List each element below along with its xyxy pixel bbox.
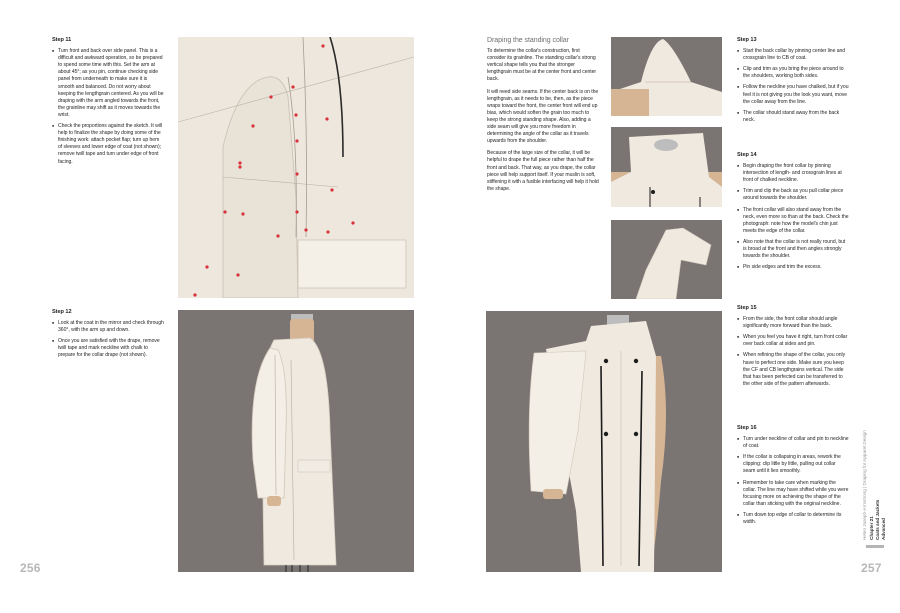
chapter-title: Coats and Jackets	[875, 499, 880, 540]
photo-side-view-coat	[178, 310, 414, 572]
book-title: Helen Joseph-Armstrong | Draping for Apparel Design	[862, 430, 867, 540]
step-11-text	[52, 37, 164, 170]
step-15-bullet: ■ From the side, the front collar should angle significantly more forward than the back.	[737, 316, 849, 330]
step-15-text	[737, 305, 849, 392]
step-14-text	[737, 152, 849, 275]
collar-section-text	[487, 37, 599, 198]
step-12-bullet: ■ Once you are satisfied with the drape, remove twill tape and mark neckline with chalk to prepare for the collar drape (not shown).	[52, 338, 164, 359]
side-panel-closeup-image	[178, 37, 414, 298]
running-head-chapter	[869, 516, 874, 540]
paragraph: It will need side seams. If the center back is on the lengthgrain, as it needs to be, then, as the piece wraps toward the front, the center front will end up bias, which would soften the grain too much to keep the strong standing shape. Also, adding a side seam will give you more freedom in determining the angle of the collar as it travels upwards from the shoulder.	[487, 88, 599, 145]
chapter-label: Chapter 21	[869, 516, 874, 540]
step-13-bullet: ■ Follow the neckline you have chalked, but if you feel it is not giving you the look you want, move the collar away from the line.	[737, 84, 849, 105]
step-14-bullet: ■ The front collar will also stand away from the neck, even more so than at the back. Check the photograph: note how the model's chin just meets the edge of the collar.	[737, 207, 849, 235]
running-head-section	[881, 518, 886, 540]
running-head-bar	[866, 545, 884, 548]
step-14-bullet: ■ Also note that the collar is not really round, but is broad at the front and then angles strongly towards the shoulder.	[737, 239, 849, 260]
photo-front-view-collar	[486, 311, 722, 572]
step-16-bullet: ■ Remember to take care when marking the collar. The line may have shifted while you were focusing more on achieving the shape of the collar than sticking with the original neckline.	[737, 480, 849, 508]
step-11-bullet: ■ Turn front and back over side panel. This is a difficult and awkward operation, so be prepared to spend some time with this. Set the arm at about 45°; as you pin, continue checking side panel from underneath to make sure it is smooth and balanced. Do not worry about keeping the lengthgrain centered. As you will be draping with the arm angled towards the front, the grainline may shift as it moves towards the wrist.	[52, 48, 164, 119]
step-12-bullet: ■ Look at the coat in the mirror and check through 360°, with the arm up and down.	[52, 320, 164, 334]
step-13-bullet: ■ The collar should stand away from the back neck.	[737, 110, 849, 124]
running-head-chapter-title	[875, 500, 880, 540]
step-13-text	[737, 37, 849, 128]
step-16-bullet: ■ Turn under neckline of collar and pin to neckline of coat.	[737, 436, 849, 450]
page-number-left: 256	[20, 561, 41, 575]
step-16-text	[737, 425, 849, 530]
section-heading: Draping the standing collar	[487, 37, 569, 44]
step-14-title: Step 14	[737, 152, 757, 158]
step-11-title: Step 11	[52, 37, 72, 43]
step-12-text	[52, 309, 164, 364]
front-view-collar-image	[486, 311, 722, 572]
front-collar-image	[611, 127, 722, 207]
step-16-bullet: ■ If the collar is collapsing in areas, rework the clipping: clip little by little, pulling out collar seam until it lies smoothly.	[737, 454, 849, 475]
side-collar-image	[611, 220, 722, 299]
side-view-coat-image	[178, 310, 414, 572]
step-16-bullet: ■ Turn down top edge of collar to determine its width.	[737, 512, 849, 526]
step-11-bullet: ■ Check the proportions against the sketch. It will help to finalize the shape by doing some of the finishing work: attach pocket flap; turn up hem of sleeves and lower edge of coat (not shown); remove twill tape and turn under edge of front facing.	[52, 123, 164, 166]
photo-back-collar	[611, 37, 722, 116]
step-15-title: Step 15	[737, 305, 757, 311]
step-15-bullet: ■ When you feel you have it right, turn front collar over back collar at sides and pin.	[737, 334, 849, 348]
back-collar-image	[611, 37, 722, 116]
step-14-bullet: ■ Pin side edges and trim the excess.	[737, 264, 849, 271]
photo-side-panel-closeup	[178, 37, 414, 298]
step-14-bullet: ■ Begin draping the front collar by pinning intersection of length- and crossgrain lines at front of chalked neckline.	[737, 163, 849, 184]
step-14-bullet: ■ Trim and clip the back as you pull collar piece around towards the shoulder.	[737, 188, 849, 202]
step-15-bullet: ■ When refining the shape of the collar, you only have to perfect one side. Make sure you keep the CF and CB lengthgrains vertical. The side that has been perfected can be transferred to the other side of the pattern afterwards.	[737, 352, 849, 387]
photo-front-collar	[611, 127, 722, 207]
step-13-title: Step 13	[737, 37, 757, 43]
photo-side-collar	[611, 220, 722, 299]
step-12-title: Step 12	[52, 309, 72, 315]
section-label: Advanced	[881, 518, 886, 540]
step-16-title: Step 16	[737, 425, 757, 431]
paragraph: To determine the collar's construction, first consider its grainline. The standing collar's strong vertical shape tells you that the stronger lengthgrain must be at the center front and center back.	[487, 48, 597, 83]
page-number-right: 257	[861, 561, 882, 575]
paragraph: Because of the large size of the collar, it will be helpful to drape the full piece rather than half the front and back. That way, as you drape, the collar piece will help support itself. If your muslin is soft, stiffening it with a fusible interfacing will help it hold the shape.	[487, 150, 599, 192]
step-13-bullet: ■ Clip and trim as you bring the piece around to the shoulders, working both sides.	[737, 66, 849, 80]
running-head-book	[862, 430, 867, 540]
step-13-bullet: ■ Start the back collar by pinning center line and crossgrain line to CB of coat.	[737, 48, 849, 62]
